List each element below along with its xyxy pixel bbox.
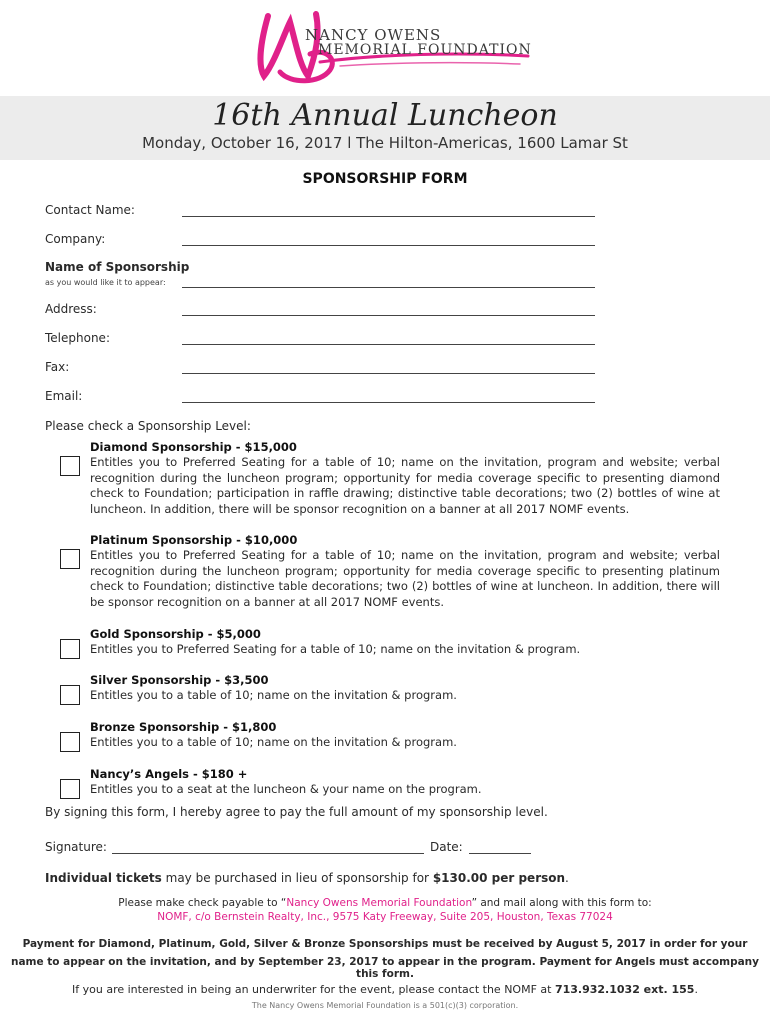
company-label: Company: [45,232,106,246]
level-title: Platinum Sponsorship - $10,000 [90,533,298,547]
level-intro: Please check a Sponsorship Level: [45,419,251,433]
contact-name-field[interactable] [182,216,595,217]
date-label: Date: [430,840,463,854]
gold-checkbox[interactable] [60,639,80,659]
tickets-mid: may be purchased in lieu of sponsorship for [161,871,433,885]
deadline-line1: Payment for Diamond, Platinum, Gold, Silver & Bronze Sponsorships must be received by August 5, 2017 in order for your [22,938,748,950]
sponsorship-name-note: as you would like it to appear: [45,278,166,287]
footer-note: The Nancy Owens Memorial Foundation is a 501(c)(3) corporation. [251,1001,519,1010]
sponsorship-name-label: Name of Sponsorship [45,260,190,274]
level-description: Entitles you to Preferred Seating for a table of 10; name on the invitation, program and website; verbal recognition during the luncheon program; opportunity for media coverage specific to presenting diamond check to Foundation; participation in raffle drawing; distinctive table decorations; two (2) bottles of wine at luncheon. In addition, there will be sponsor recognition on a banner at all 2017 NOMF events. [90,455,720,516]
sponsorship-name-field[interactable] [182,287,595,288]
underwriter-end: . [694,983,698,996]
level-title: Nancy’s Angels - $180 + [90,767,248,781]
level-description: Entitles you to a table of 10; name on the invitation & program. [90,735,457,749]
telephone-label: Telephone: [45,331,110,345]
level-title: Silver Sponsorship - $3,500 [90,673,269,687]
mail-address: NOMF, c/o Bernstein Realty, Inc., 9575 Katy Freeway, Suite 205, Houston, Texas 77024 [157,911,613,923]
signature-field[interactable] [112,853,424,854]
payable-post: ” and mail along with this form to: [471,897,652,909]
level-description: Entitles you to a table of 10; name on the invitation & program. [90,688,457,702]
level-description: Entitles you to a seat at the luncheon & your name on the program. [90,782,482,796]
agreement-text: By signing this form, I hereby agree to pay the full amount of my sponsorship level. [45,805,548,819]
tickets-bold: Individual tickets [45,871,162,885]
signature-label: Signature: [45,840,107,854]
level-title: Bronze Sponsorship - $1,800 [90,720,277,734]
fax-field[interactable] [182,373,595,374]
payable-pre: Please make check payable to “ [118,897,287,909]
level-angels [60,767,720,798]
underwriter-pre: If you are interested in being an underwriter for the event, please contact the NOMF at [72,983,555,996]
level-bronze [60,720,720,751]
level-diamond [60,440,720,517]
underwriter-text [0,983,770,996]
event-subtitle: Monday, October 16, 2017 l The Hilton-Americas, 1600 Lamar St [142,134,628,152]
event-title: 16th Annual Luncheon [212,98,558,133]
deadline-line2: name to appear on the invitation, and by September 23, 2017 to appear in the program. Payment for Angels must accompany this form. [10,956,759,980]
payable-text [0,897,770,909]
logo-text-line1: NANCY OWENS [305,26,442,44]
fax-label: Fax: [45,360,70,374]
level-silver [60,673,720,704]
level-description: Entitles you to Preferred Seating for a table of 10; name on the invitation, program and website; verbal recognition during the luncheon program; opportunity for media coverage specific to presenting platinum check to Foundation; distinctive table decorations; two (2) bottles of wine at luncheon. In addition, there will be sponsor recognition on a banner at all 2017 NOMF events. [90,548,720,609]
date-field[interactable] [469,853,531,854]
address-label: Address: [45,302,97,316]
payable-name: Nancy Owens Memorial Foundation [286,897,472,909]
angels-checkbox[interactable] [60,779,80,799]
platinum-checkbox[interactable] [60,549,80,569]
tickets-price: $130.00 per person [432,871,566,885]
address-field[interactable] [182,315,595,316]
email-label: Email: [45,389,83,403]
underwriter-phone: 713.932.1032 ext. 155 [554,983,695,996]
level-title: Diamond Sponsorship - $15,000 [90,440,297,454]
tickets-end: . [565,871,569,885]
diamond-checkbox[interactable] [60,456,80,476]
tickets-text [45,871,569,885]
level-gold [60,627,720,658]
contact-name-label: Contact Name: [45,203,135,217]
telephone-field[interactable] [182,344,595,345]
email-field[interactable] [182,402,595,403]
bronze-checkbox[interactable] [60,732,80,752]
level-title: Gold Sponsorship - $5,000 [90,627,261,641]
logo-text-line2: MEMORIAL FOUNDATION [318,42,532,58]
silver-checkbox[interactable] [60,685,80,705]
form-title: SPONSORSHIP FORM [302,171,468,187]
company-field[interactable] [182,245,595,246]
level-platinum [60,533,720,610]
level-description: Entitles you to Preferred Seating for a table of 10; name on the invitation & program. [90,642,581,656]
